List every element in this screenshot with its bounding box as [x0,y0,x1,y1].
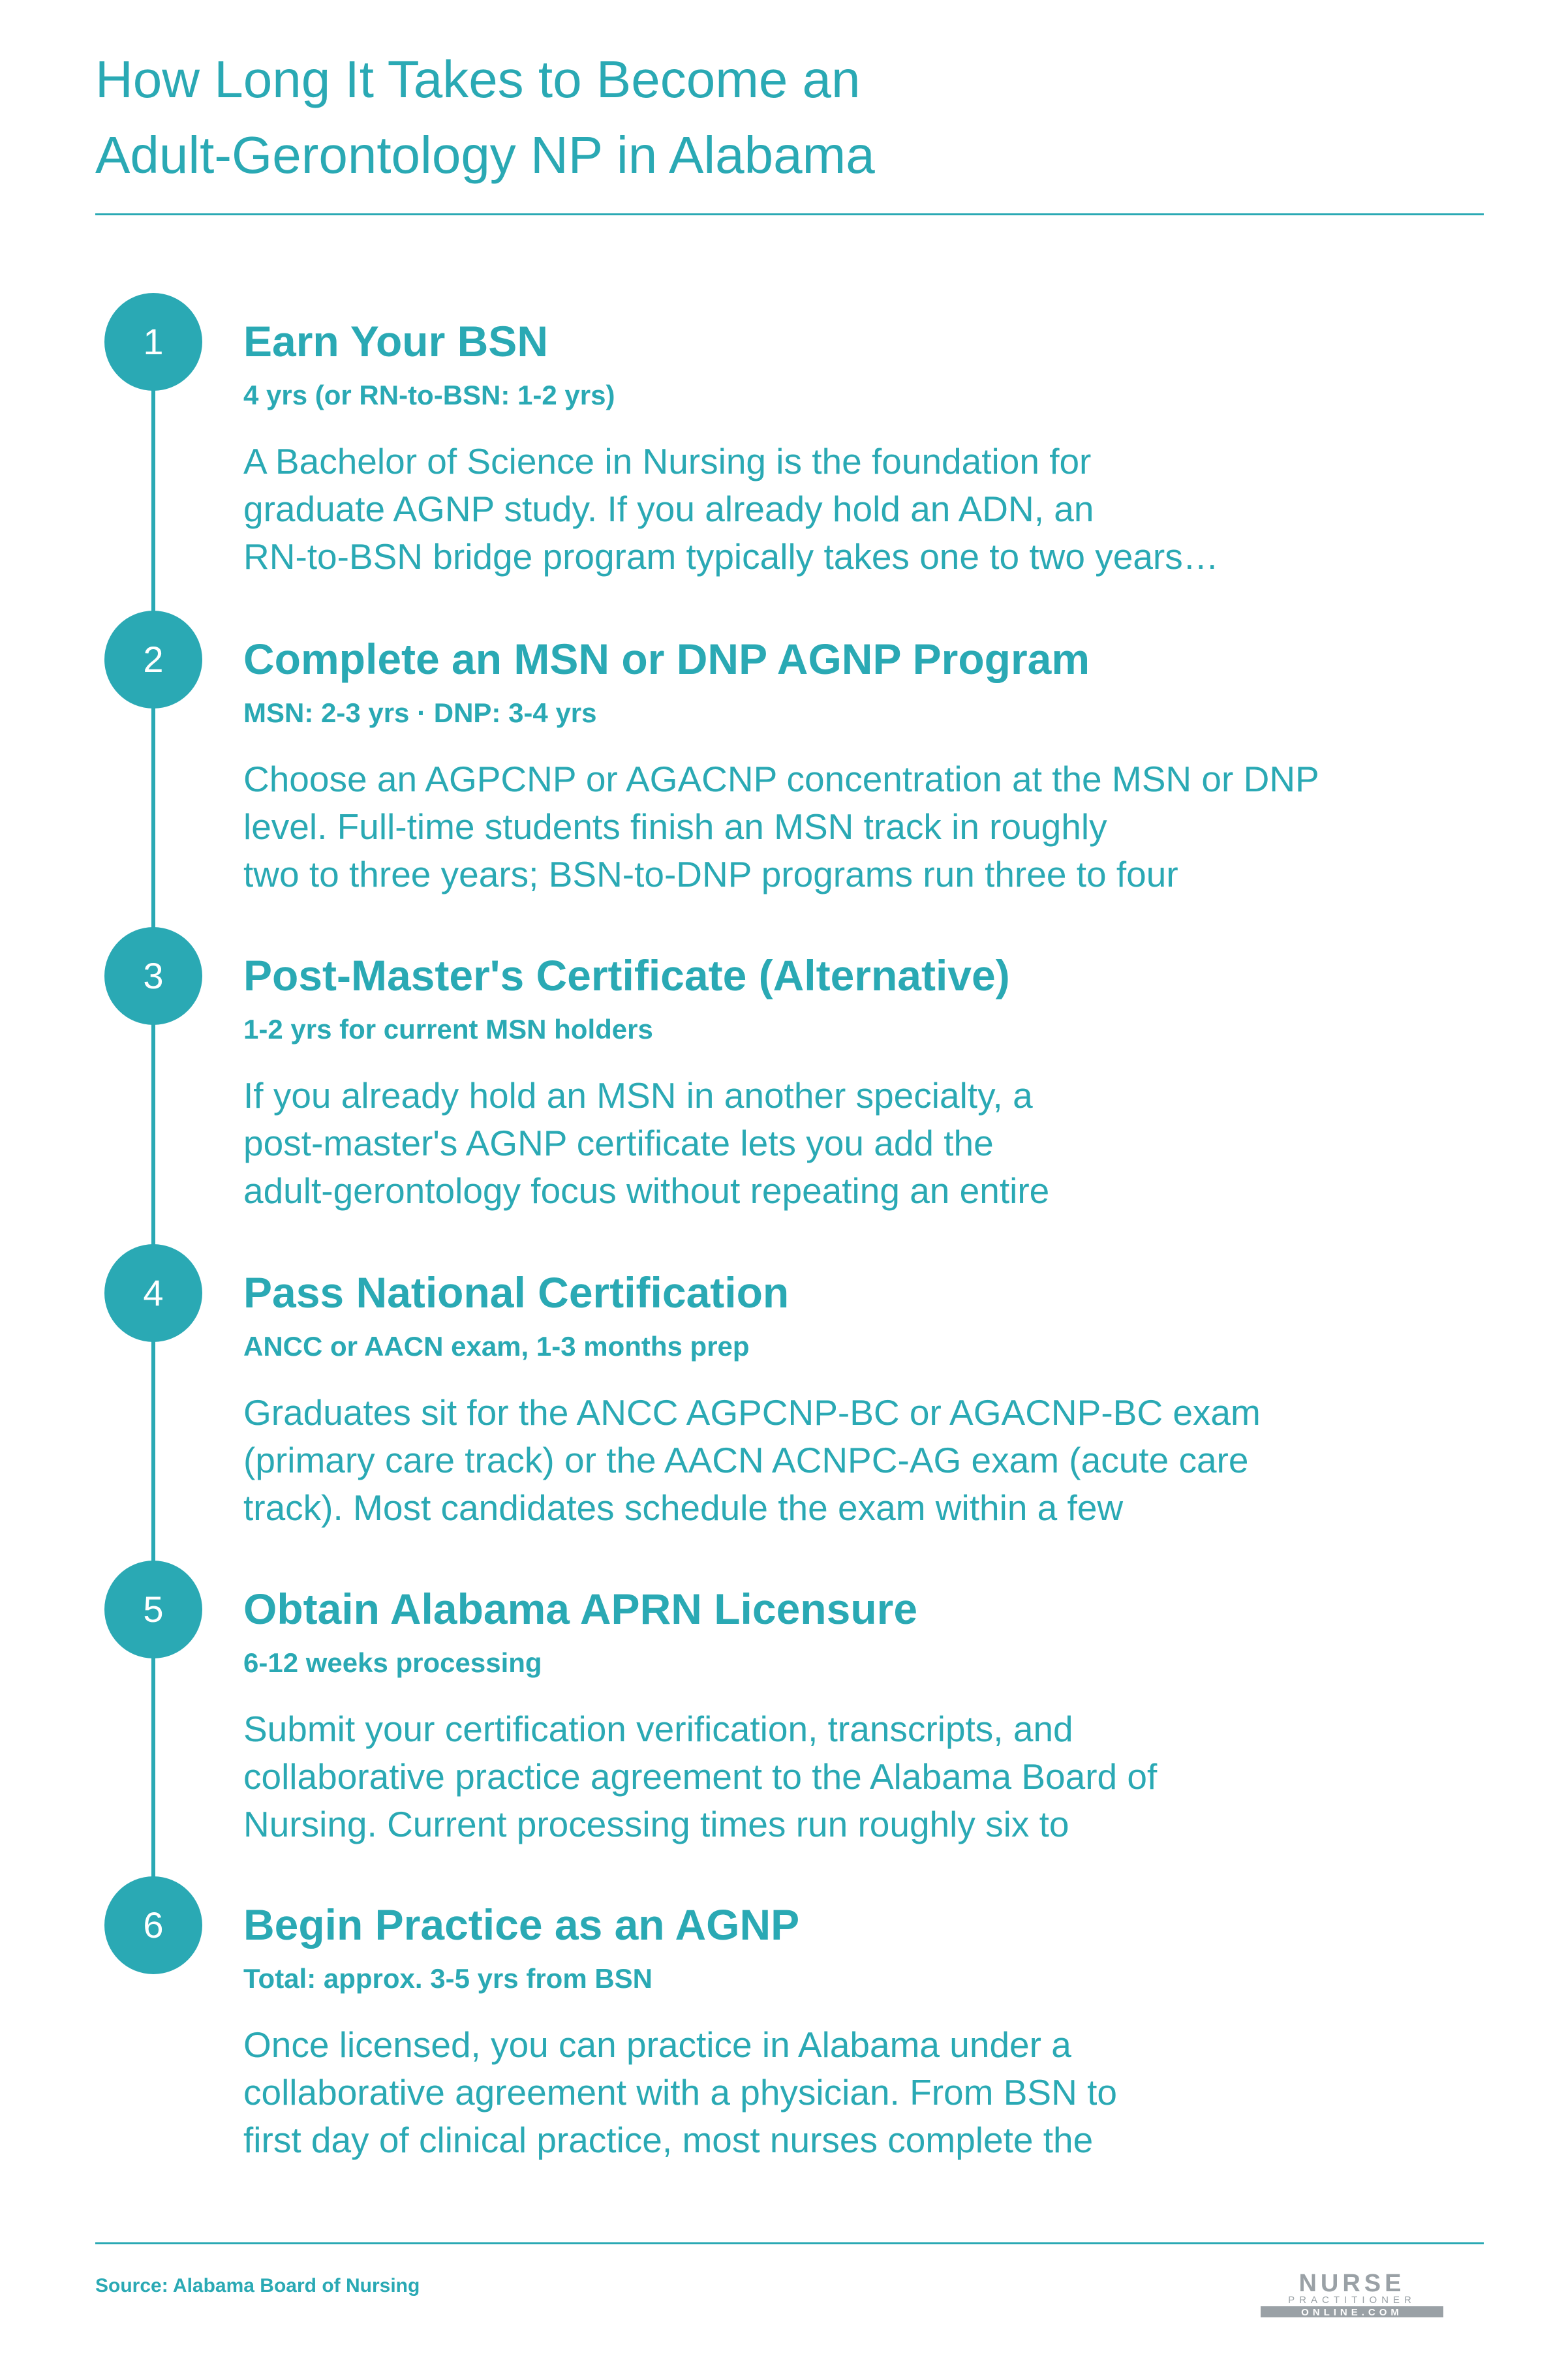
step-title: Begin Practice as an AGNP [243,1900,800,1949]
step-duration: 4 yrs (or RN-to-BSN: 1-2 yrs) [243,380,615,410]
step-number-badge: 4 [104,1244,202,1342]
step-description-line: two to three years; BSN-to-DNP programs run three to four [243,854,1178,894]
step-title: Post-Master's Certificate (Alternative) [243,951,1010,999]
page-title-line-1: How Long It Takes to Become an [95,50,861,108]
timeline-step-1 [0,293,1566,606]
step-description [243,2021,1483,2164]
logo-word-practitioner: PRACTITIONER [1288,2295,1416,2306]
step-title: Earn Your BSN [243,317,548,365]
step-number-badge: 2 [104,611,202,709]
step-description-line: (primary care track) or the AACN ACNPC-AG exam (acute care [243,1440,1249,1480]
step-description-line: Submit your certification verification, transcripts, and [243,1709,1073,1749]
footer-divider [95,2242,1484,2244]
step-number-badge: 3 [104,927,202,1025]
step-duration: Total: approx. 3-5 yrs from BSN [243,1963,653,1994]
page-title [95,42,1466,193]
step-description-line: Nursing. Current processing times run roughly six to [243,1804,1069,1844]
timeline-step-4 [0,1244,1566,1557]
step-duration: 6-12 weeks processing [243,1647,542,1678]
step-description-line: Once licensed, you can practice in Alabama under a [243,2024,1071,2065]
timeline-step-6 [0,1876,1566,2189]
logo-word-nurse: NURSE [1298,2270,1405,2297]
step-description [243,755,1483,898]
step-description-line: level. Full-time students finish an MSN track in roughly [243,806,1107,847]
step-duration: 1-2 yrs for current MSN holders [243,1014,653,1045]
step-description-line: track). Most candidates schedule the exam within a few [243,1488,1124,1528]
step-title: Pass National Certification [243,1268,790,1317]
logo-word-online: ONLINE.COM [1301,2307,1403,2318]
step-number-badge: 1 [104,293,202,391]
source-credit: Source: Alabama Board of Nursing [95,2275,420,2296]
step-description-line: If you already hold an MSN in another specialty, a [243,1075,1033,1116]
timeline-step-2 [0,611,1566,924]
step-description-line: first day of clinical practice, most nurses complete the [243,2120,1094,2160]
step-description-line: collaborative practice agreement to the Alabama Board of [243,1756,1158,1797]
step-number-badge: 5 [104,1561,202,1658]
step-description-line: Choose an AGPCNP or AGACNP concentration at the MSN or DNP [243,759,1319,799]
step-description-line: RN-to-BSN bridge program typically takes one to two years… [243,536,1219,577]
step-duration: ANCC or AACN exam, 1-3 months prep [243,1331,750,1362]
step-description-line: post-master's AGNP certificate lets you add the [243,1123,994,1163]
step-description-line: graduate AGNP study. If you already hold an ADN, an [243,489,1094,529]
step-title: Obtain Alabama APRN Licensure [243,1585,918,1633]
nurse-practitioner-online-logo [1254,2269,1450,2319]
header-divider [95,213,1484,215]
step-number-badge: 6 [104,1876,202,1974]
timeline-step-3 [0,927,1566,1240]
timeline-step-5 [0,1561,1566,1874]
page-title-line-2: Adult-Gerontology NP in Alabama [95,126,875,184]
step-title: Complete an MSN or DNP AGNP Program [243,635,1090,683]
step-description-line: Graduates sit for the ANCC AGPCNP-BC or AGACNP-BC exam [243,1392,1261,1433]
step-description [243,438,1483,581]
step-description [243,1389,1483,1532]
step-duration: MSN: 2-3 yrs · DNP: 3-4 yrs [243,697,597,728]
step-description-line: collaborative agreement with a physician. From BSN to [243,2072,1117,2113]
step-description-line: adult-gerontology focus without repeating an entire [243,1170,1050,1211]
step-description [243,1072,1483,1215]
step-description [243,1705,1483,1848]
step-description-line: A Bachelor of Science in Nursing is the foundation for [243,441,1092,481]
